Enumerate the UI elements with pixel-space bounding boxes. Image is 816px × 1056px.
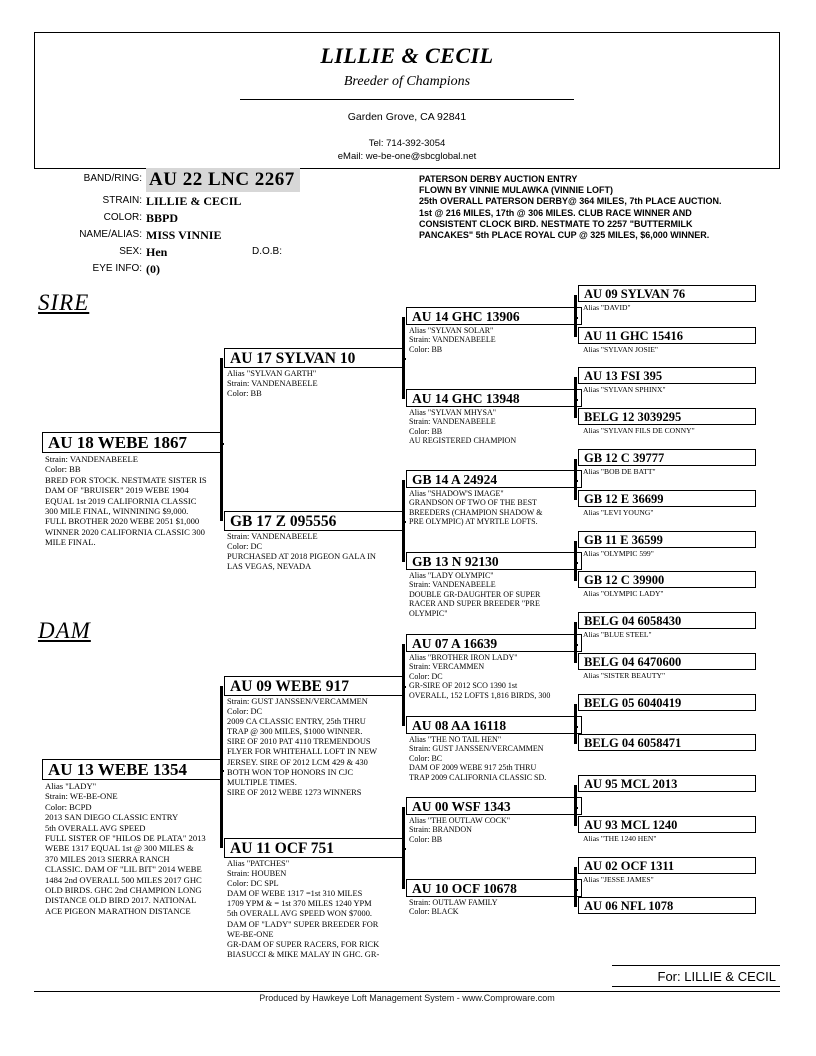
detail-line: Color: BB: [227, 389, 262, 399]
bird-details: [578, 466, 756, 476]
detail-line: DAM OF "BRUISER" 2019 WEBE 1904: [45, 485, 189, 496]
connector-line: [402, 848, 406, 850]
sire-g3-c-box: [406, 470, 582, 527]
detail-line: Alias "OLYMPIC 599": [583, 549, 654, 558]
dam-g4-box-5: [578, 775, 756, 792]
connector-line: [220, 358, 223, 521]
detail-line: Alias "THE OUTLAW COCK": [409, 816, 511, 825]
connector-line: [402, 686, 406, 688]
connector-line: [402, 521, 406, 523]
connector-line: [220, 686, 223, 848]
detail-line: Alias "BLUE STEEL": [583, 630, 652, 639]
connector-line: [220, 443, 224, 445]
detail-line: PRE OLYMPIC) AT MYRTLE LOFTS.: [409, 517, 538, 527]
bird-details: [224, 858, 404, 960]
produced-by-text: Produced by Hawkeye Loft Management System - www.Comproware.com: [259, 993, 555, 1003]
detail-line: Strain: VANDENABEELE: [409, 417, 496, 427]
eye-info-value: (0): [146, 262, 160, 276]
connector-line: [574, 562, 578, 564]
note-line: PATERSON DERBY AUCTION ENTRY: [419, 174, 578, 184]
detail-line: 1484 2nd OVERALL 500 MILES 2017 GHC: [45, 874, 202, 885]
bird-details: [578, 629, 756, 639]
note-line: 1st @ 216 MILES, 17th @ 306 MILES. CLUB RACE WINNER AND: [419, 207, 692, 218]
sire-g4-box-7: [578, 531, 756, 558]
band-number: AU 09 SYLVAN 76: [578, 285, 756, 302]
sire-g3-b-box: [406, 389, 582, 446]
connector-line: [574, 480, 578, 482]
detail-line: Alias "SYLVAN JOSIE": [583, 345, 658, 354]
detail-line: Alias "SISTER BEAUTY": [583, 671, 666, 680]
detail-line: Alias "SYLVAN SPHINX": [583, 385, 666, 394]
band-number: GB 12 C 39777: [578, 449, 756, 466]
band-number: GB 12 E 36699: [578, 490, 756, 507]
dam-g3-d-box: [406, 879, 582, 917]
detail-line: Strain: WE-BE-ONE: [45, 791, 118, 802]
detail-line: Alias "SYLVAN MHYSA": [409, 408, 496, 417]
band-number: BELG 04 6058471: [578, 734, 756, 751]
loft-telephone: Tel: 714-392-3054: [368, 138, 446, 149]
bird-band-row: [34, 169, 394, 195]
band-number: AU 02 OCF 1311: [578, 857, 756, 874]
connector-line: [574, 317, 578, 319]
bird-details: [578, 548, 756, 558]
band-number: AU 93 MCL 1240: [578, 816, 756, 833]
detail-line: OLD BIRDS. GHC 2nd CHAMPION LONG: [45, 885, 202, 896]
sire-g4-box-2: [578, 327, 756, 354]
detail-line: OVERALL, 152 LOFTS 1,816 BIRDS, 300: [409, 690, 551, 700]
bird-details: [224, 368, 404, 399]
detail-line: Alias "LADY OLYMPIC": [409, 571, 494, 580]
connector-line: [574, 541, 577, 581]
sire-g4-box-5: [578, 449, 756, 476]
bird-details: [578, 507, 756, 517]
loft-email: eMail: we-be-one@sbcglobal.net: [337, 151, 477, 162]
sire-g4-box-3: [578, 367, 756, 394]
detail-line: MULTIPLE TIMES.: [227, 777, 297, 787]
sire-g4-box-8: [578, 571, 756, 598]
color-value: BBPD: [146, 211, 179, 225]
sex-label: SEX:: [119, 246, 142, 257]
dam-g2-sire-box: [224, 676, 404, 798]
dam-section-label: DAM: [38, 618, 91, 643]
bird-details: [42, 780, 222, 916]
detail-line: Alias "BOB DE BATT": [583, 467, 656, 476]
band-number: AU 13 WEBE 1354: [42, 759, 222, 780]
connector-line: [220, 770, 224, 772]
detail-line: WEBE 1317 EQUAL 1st @ 300 MILES &: [45, 843, 194, 854]
band-number: AU 14 GHC 13906: [406, 307, 582, 325]
detail-line: DAM OF 2009 WEBE 917 25th THRU: [409, 763, 537, 773]
bird-details: [406, 570, 582, 618]
bird-details: [578, 384, 756, 394]
detail-line: Color: BB: [409, 834, 443, 844]
connector-line: [574, 867, 577, 907]
sire-g2-dam-box: [224, 511, 404, 572]
detail-line: 1709 YPM & = 1st 370 MILES 1240 YPM: [227, 899, 372, 909]
loft-name: LILLIE & CECIL: [320, 43, 494, 68]
dam-g4-box-6: [578, 816, 756, 843]
detail-line: 2013 SAN DIEGO CLASSIC ENTRY: [45, 812, 179, 823]
dob-label: D.O.B:: [252, 246, 283, 257]
bird-details: [578, 302, 756, 312]
name-alias-value: MISS VINNIE: [146, 228, 222, 242]
connector-line: [574, 644, 578, 646]
detail-line: GR-SIRE OF 2012 SCO 1390 1st: [409, 681, 518, 691]
note-line: PANCAKES" 5th PLACE ROYAL CUP @ 325 MILES, $6,000 WINNER.: [419, 230, 710, 241]
note-line: 25th OVERALL PATERSON DERBY@ 364 MILES, 7th PLACE AUCTION.: [419, 196, 722, 207]
connector-line: [574, 889, 578, 891]
band-number: BELG 12 3039295: [578, 408, 756, 425]
detail-line: Strain: BRANDON: [409, 825, 472, 835]
detail-line: Color: BC: [409, 753, 443, 763]
detail-line: Color: BB: [45, 464, 81, 475]
detail-line: Color: BB: [409, 344, 443, 354]
sire-g3-a-box: [406, 307, 582, 354]
detail-line: Color: DC SPL: [227, 879, 279, 889]
connector-line: [574, 295, 577, 337]
bird-name-row: [34, 229, 394, 246]
sire-g4-box-4: [578, 408, 756, 435]
detail-line: Alias "DAVID": [583, 303, 631, 312]
detail-line: Alias "BROTHER IRON LADY": [409, 653, 518, 662]
detail-line: Alias "THE NO TAIL HEN": [409, 735, 502, 744]
band-value: AU 22 LNC 2267: [146, 168, 300, 192]
bird-details: [406, 734, 582, 782]
strain-label: STRAIN:: [102, 195, 142, 206]
sire-g4-box-6: [578, 490, 756, 517]
sire-section-label: SIRE: [38, 290, 90, 315]
band-number: GB 13 N 92130: [406, 552, 582, 570]
detail-line: Strain: VERCAMMEN: [409, 662, 485, 672]
band-number: AU 09 WEBE 917: [224, 676, 404, 696]
connector-line: [574, 807, 578, 809]
detail-line: 370 MILES 2013 SIERRA RANCH: [45, 853, 170, 864]
bird-eye-row: [34, 263, 394, 280]
detail-line: Color: BLACK: [409, 907, 459, 917]
for-line: For: LILLIE & CECIL: [612, 965, 780, 987]
bird-details: [578, 670, 756, 680]
dam-g4-box-3: [578, 694, 756, 711]
band-number: GB 11 E 36599: [578, 531, 756, 548]
bird-sex-dob-row: [34, 246, 394, 263]
dam-g4-box-2: [578, 653, 756, 680]
detail-line: 5th OVERALL AVG SPEED WON $7000.: [227, 909, 373, 919]
bird-details: [578, 588, 756, 598]
detail-line: Strain: VANDENABEELE: [409, 580, 496, 590]
band-number: AU 95 MCL 2013: [578, 775, 756, 792]
sex-value: Hen: [146, 245, 168, 259]
detail-line: 300 MILE FINAL, WINNINING $9,000.: [45, 506, 189, 517]
bird-details: [578, 344, 756, 354]
dam-g2-dam-box: [224, 838, 404, 960]
detail-line: Strain: GUST JANSSEN/VERCAMMEN: [227, 697, 368, 706]
bird-details: [406, 815, 582, 844]
color-label: COLOR:: [103, 212, 142, 223]
detail-line: BIASUCCI & MIKE MALAY IN GHC. GR-: [227, 949, 380, 959]
bird-notes: [419, 174, 764, 241]
dam-g4-box-8: [578, 897, 756, 914]
dam-g3-c-box: [406, 797, 582, 844]
bird-details: [578, 425, 756, 435]
detail-line: Color: DC: [409, 671, 443, 681]
band-number: AU 00 WSF 1343: [406, 797, 582, 815]
sire-g3-d-box: [406, 552, 582, 618]
detail-line: ACE PIGEON MARATHON DISTANCE: [45, 905, 191, 916]
connector-line: [574, 622, 577, 663]
eye-info-label: EYE INFO:: [92, 263, 142, 274]
band-number: AU 14 GHC 13948: [406, 389, 582, 407]
connector-line: [574, 399, 578, 401]
detail-line: EQUAL 1st 2019 CALIFORNIA CLASSIC: [45, 495, 197, 506]
header-divider: [240, 99, 574, 100]
detail-line: Alias "LEVI YOUNG": [583, 508, 654, 517]
band-number: AU 11 GHC 15416: [578, 327, 756, 344]
detail-line: 5th OVERALL AVG SPEED: [45, 822, 146, 833]
note-line: CONSISTENT CLOCK BIRD. NESTMATE TO 2257 "BUTTERMILK: [419, 218, 693, 229]
bird-details: [578, 874, 756, 884]
bird-details: [406, 407, 582, 446]
band-number: GB 12 C 39900: [578, 571, 756, 588]
loft-tagline: Breeder of Champions: [343, 74, 471, 89]
strain-value: LILLIE & CECIL: [146, 194, 242, 208]
band-number: AU 13 FSI 395: [578, 367, 756, 384]
connector-line: [574, 785, 577, 826]
detail-line: PURCHASED AT 2018 PIGEON GALA IN: [227, 552, 376, 562]
detail-line: Color: DC: [227, 707, 263, 717]
detail-line: WE-BE-ONE: [227, 929, 274, 939]
detail-line: DAM OF WEBE 1317 =1st 310 MILES: [227, 889, 363, 899]
band-number: BELG 04 6058430: [578, 612, 756, 629]
band-number: AU 06 NFL 1078: [578, 897, 756, 914]
detail-line: TRAP 2009 CALIFORNIA CLASSIC SD.: [409, 772, 547, 782]
bird-details: [224, 696, 404, 798]
detail-line: DOUBLE GR-DAUGHTER OF SUPER: [409, 589, 541, 599]
bird-details: [406, 897, 582, 917]
sire-g1-box: [42, 432, 222, 548]
detail-line: Strain: VANDENABEELE: [227, 532, 318, 541]
bird-details: [224, 531, 404, 572]
detail-line: Color: BCPD: [45, 801, 92, 812]
band-number: AU 08 AA 16118: [406, 716, 582, 734]
connector-line: [574, 704, 577, 744]
detail-line: GRANDSON OF TWO OF THE BEST: [409, 498, 537, 508]
detail-line: Alias "SYLVAN FILS DE CONNY": [583, 426, 695, 435]
band-number: AU 07 A 16639: [406, 634, 582, 652]
dam-g3-a-box: [406, 634, 582, 700]
footer-divider: [34, 991, 780, 992]
detail-line: Alias "THE 1240 HEN": [583, 834, 657, 843]
band-number: AU 17 SYLVAN 10: [224, 348, 404, 368]
band-number: BELG 05 6040419: [578, 694, 756, 711]
detail-line: Alias "SHADOW'S IMAGE": [409, 489, 504, 498]
detail-line: RACER AND SUPER BREEDER "PRE: [409, 599, 540, 609]
band-number: BELG 04 6470600: [578, 653, 756, 670]
loft-header: [34, 32, 780, 169]
detail-line: Strain: VANDENABEELE: [45, 454, 139, 464]
detail-line: BREEDERS (CHAMPION SHADOW &: [409, 507, 543, 517]
name-alias-label: NAME/ALIAS:: [79, 229, 142, 240]
bird-details: [406, 325, 582, 354]
detail-line: Color: BB: [409, 426, 443, 436]
detail-line: FULL SISTER OF "HILOS DE PLATA" 2013: [45, 833, 206, 844]
detail-line: Strain: GUST JANSSEN/VERCAMMEN: [409, 744, 544, 754]
detail-line: Alias "PATCHES": [227, 859, 290, 868]
dam-g1-box: [42, 759, 222, 916]
detail-line: MILE FINAL.: [45, 537, 96, 548]
connector-line: [574, 377, 577, 418]
detail-line: WINNER 2020 CALIFORNIA CLASSIC 300: [45, 526, 205, 537]
sire-g4-box-1: [578, 285, 756, 312]
detail-line: FLYER FOR WHITEHALL LOFT IN NEW: [227, 747, 377, 757]
sire-g2-sire-box: [224, 348, 404, 399]
detail-line: LAS VEGAS, NEVADA: [227, 562, 312, 572]
bird-info-block: [34, 169, 394, 280]
bird-details: [406, 488, 582, 527]
detail-line: GR-DAM OF SUPER RACERS, FOR RICK: [227, 939, 380, 949]
detail-line: DAM OF "LADY" SUPER BREEDER FOR: [227, 919, 379, 929]
detail-line: OLYMPIC": [409, 608, 448, 618]
detail-line: Strain: HOUBEN: [227, 869, 287, 879]
band-number: AU 10 OCF 10678: [406, 879, 582, 897]
detail-line: 2009 CA CLASSIC ENTRY, 25th THRU: [227, 717, 366, 727]
detail-line: TRAP @ 300 MILES, $1000 WINNER.: [227, 727, 363, 737]
connector-line: [402, 644, 405, 726]
detail-line: Alias "JESSE JAMES": [583, 875, 654, 884]
bird-details: [42, 453, 222, 548]
detail-line: Strain: VANDENABEELE: [227, 379, 318, 389]
detail-line: SIRE OF 2010 PAT 4110 TREMENDOUS: [227, 737, 371, 747]
dam-g4-box-1: [578, 612, 756, 639]
bird-details: [406, 652, 582, 700]
detail-line: CLASSIC. DAM OF "LIL BIT" 2014 WEBE: [45, 864, 202, 875]
detail-line: Alias "LADY": [45, 781, 97, 791]
bird-strain-row: [34, 195, 394, 212]
detail-line: Alias "OLYMPIC LADY": [583, 589, 664, 598]
loft-city: Garden Grove, CA 92841: [347, 111, 467, 123]
detail-line: Strain: VANDENABEELE: [409, 335, 496, 345]
band-number: GB 14 A 24924: [406, 470, 582, 488]
detail-line: Alias "SYLVAN SOLAR": [409, 326, 494, 335]
connector-line: [402, 358, 406, 360]
detail-line: Alias "SYLVAN GARTH": [227, 369, 317, 378]
band-label: BAND/RING:: [83, 173, 142, 184]
dam-g4-box-7: [578, 857, 756, 884]
detail-line: SIRE OF 2012 WEBE 1273 WINNERS: [227, 787, 362, 797]
detail-line: Color: DC: [227, 542, 263, 552]
band-number: AU 11 OCF 751: [224, 838, 404, 858]
detail-line: AU REGISTERED CHAMPION: [409, 436, 517, 446]
detail-line: JERSEY. SIRE OF 2012 LCM 429 & 430: [227, 757, 368, 767]
bird-color-row: [34, 212, 394, 229]
detail-line: Strain: OUTLAW FAMILY: [409, 898, 498, 907]
bird-details: [578, 833, 756, 843]
detail-line: DISTANCE OLD BIRD 2017. NATIONAL: [45, 895, 197, 906]
note-line: FLOWN BY VINNIE MULAWKA (VINNIE LOFT): [419, 185, 613, 196]
band-number: GB 17 Z 095556: [224, 511, 404, 531]
detail-line: BRED FOR STOCK. NESTMATE SISTER IS: [45, 474, 207, 485]
detail-line: FULL BROTHER 2020 WEBE 2051 $1,000: [45, 516, 200, 527]
dam-g3-b-box: [406, 716, 582, 782]
band-number: AU 18 WEBE 1867: [42, 432, 222, 453]
detail-line: BOTH WON TOP HONORS IN CJC: [227, 767, 354, 777]
dam-g4-box-4: [578, 734, 756, 751]
connector-line: [574, 726, 578, 728]
